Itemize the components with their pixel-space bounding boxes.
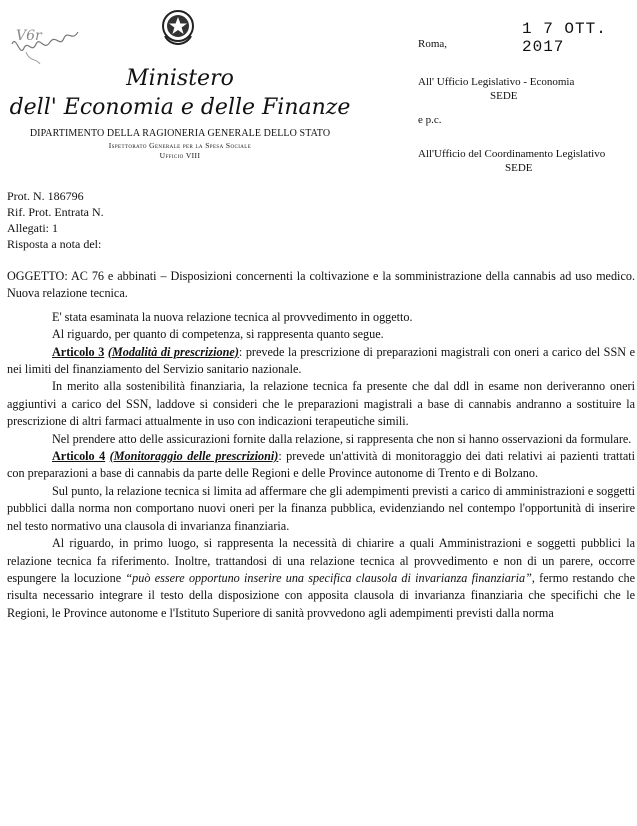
place-label: Roma, <box>418 38 448 50</box>
handwritten-annotation <box>6 14 86 72</box>
paragraph-regard: Al riguardo, per quanto di competenza, si rappresenta quanto segue. <box>52 327 384 342</box>
paragraph-first-place-text-a: Al riguardo, in primo luogo, si rappresenta la necessità di chiarire a quali Amministrazioni e soggetti pubblici la relazione tecnica fa riferimento. Inoltre, trattandosi di una relazione tecnica al provvedimento e non di un parere, occorre espungere la locuzione <box>7 536 635 585</box>
article-4-text: : prevede un'attività di monitoraggio dei dati relativi ai pazienti trattati con preparazioni a base di cannabis da parte delle Regioni e delle Province autonome di Trento e di Bolzano. <box>7 449 636 481</box>
article-3-subtitle: (Modalità di prescrizione) <box>107 344 239 359</box>
paragraph-examined: E' stata esaminata la nuova relazione tecnica al provvedimento in oggetto. <box>52 309 413 324</box>
article-4-subtitle: (Monitoraggio delle prescrizioni) <box>109 449 279 464</box>
article-3-paragraph <box>7 344 635 379</box>
inspectorate-name: Ispettorato Generale per la Spesa Sociale <box>108 141 252 150</box>
quoted-locution: “può essere opportuno inserire una specifica clausola di invarianza finanziaria” <box>125 570 532 585</box>
paragraph-first-place <box>7 535 635 622</box>
office-name: Ufficio VIII <box>159 151 201 160</box>
article-3-text: : prevede la prescrizione di preparazioni magistrali con oneri a carico del SSN e nei limiti del finanziamento del Servizio sanitario nazionale. <box>7 344 636 377</box>
article-3-title: Articolo 3 <box>52 344 105 359</box>
paragraph-sustainability: In merito alla sostenibilità finanziaria, la relazione tecnica fa presente che dal ddl in esame non deriveranno oneri aggiuntivi a carico del SSN, laddove si consideri che le preparazioni magistrali a base di cannabis andranno a sostituire la prescrizione di altri farmaci attualmente in uso con indicazioni terapeutiche simili. <box>7 379 635 429</box>
article-4-title: Articolo 4 <box>52 449 106 464</box>
letter-body <box>7 268 635 622</box>
reply-to-note: Risposta a nota del: <box>7 237 102 251</box>
subject-line: OGGETTO: AC 76 e abbinati – Disposizioni concernenti la coltivazione e la somministrazione della cannabis ad uso medico. Nuova relazione tecnica. <box>7 269 635 301</box>
paragraph-no-observations: Nel prendere atto delle assicurazioni fornite dalla relazione, si rappresenta che non si hanno osservazioni da formulare. <box>52 431 632 446</box>
department-name: DIPARTIMENTO DELLA RAGIONERIA GENERALE DELLO STATO <box>29 128 331 139</box>
reference-entry: Rif. Prot. Entrata N. <box>7 205 104 219</box>
recipient-1-sede: SEDE <box>490 90 518 102</box>
recipient-2: All'Ufficio del Coordinamento Legislativo <box>418 148 606 160</box>
republic-emblem-icon <box>160 6 196 46</box>
paragraph-first-place-text-b: , fermo restando che risulta necessario integrare il testo della disposizione con apposita clausola di invarianza finanziaria che specifichi che le Regioni, le Province autonome e l'Istituto Superiore di sanità provvedono agli adempimenti previsti dalla norma <box>7 570 635 620</box>
date-stamp: 1 7 OTT. 2017 <box>522 20 607 56</box>
recipient-2-sede: SEDE <box>505 162 533 174</box>
recipient-1: All' Ufficio Legislativo - Economia <box>418 76 575 88</box>
article-4-paragraph <box>7 448 635 483</box>
svg-text:V6r: V6r <box>16 28 42 44</box>
ministry-title-line1: Ministero <box>126 66 234 91</box>
ministry-title-line2: dell' Economia e delle Finanze <box>9 95 351 120</box>
attachments-count: Allegati: 1 <box>7 221 58 235</box>
cc-label: e p.c. <box>418 114 442 126</box>
protocol-number: Prot. N. 186796 <box>7 189 84 203</box>
paragraph-technical-report: Sul punto, la relazione tecnica si limita ad affermare che gli adempimenti previsti a carico di amministrazioni e soggetti pubblici dalla norma non comportano nuovi oneri per la finanza pubblica, evidenziando nel contempo l'opportunità di inserire nel testo normativo una clausola di invarianza finanziaria. <box>7 483 635 533</box>
protocol-references <box>7 188 104 252</box>
